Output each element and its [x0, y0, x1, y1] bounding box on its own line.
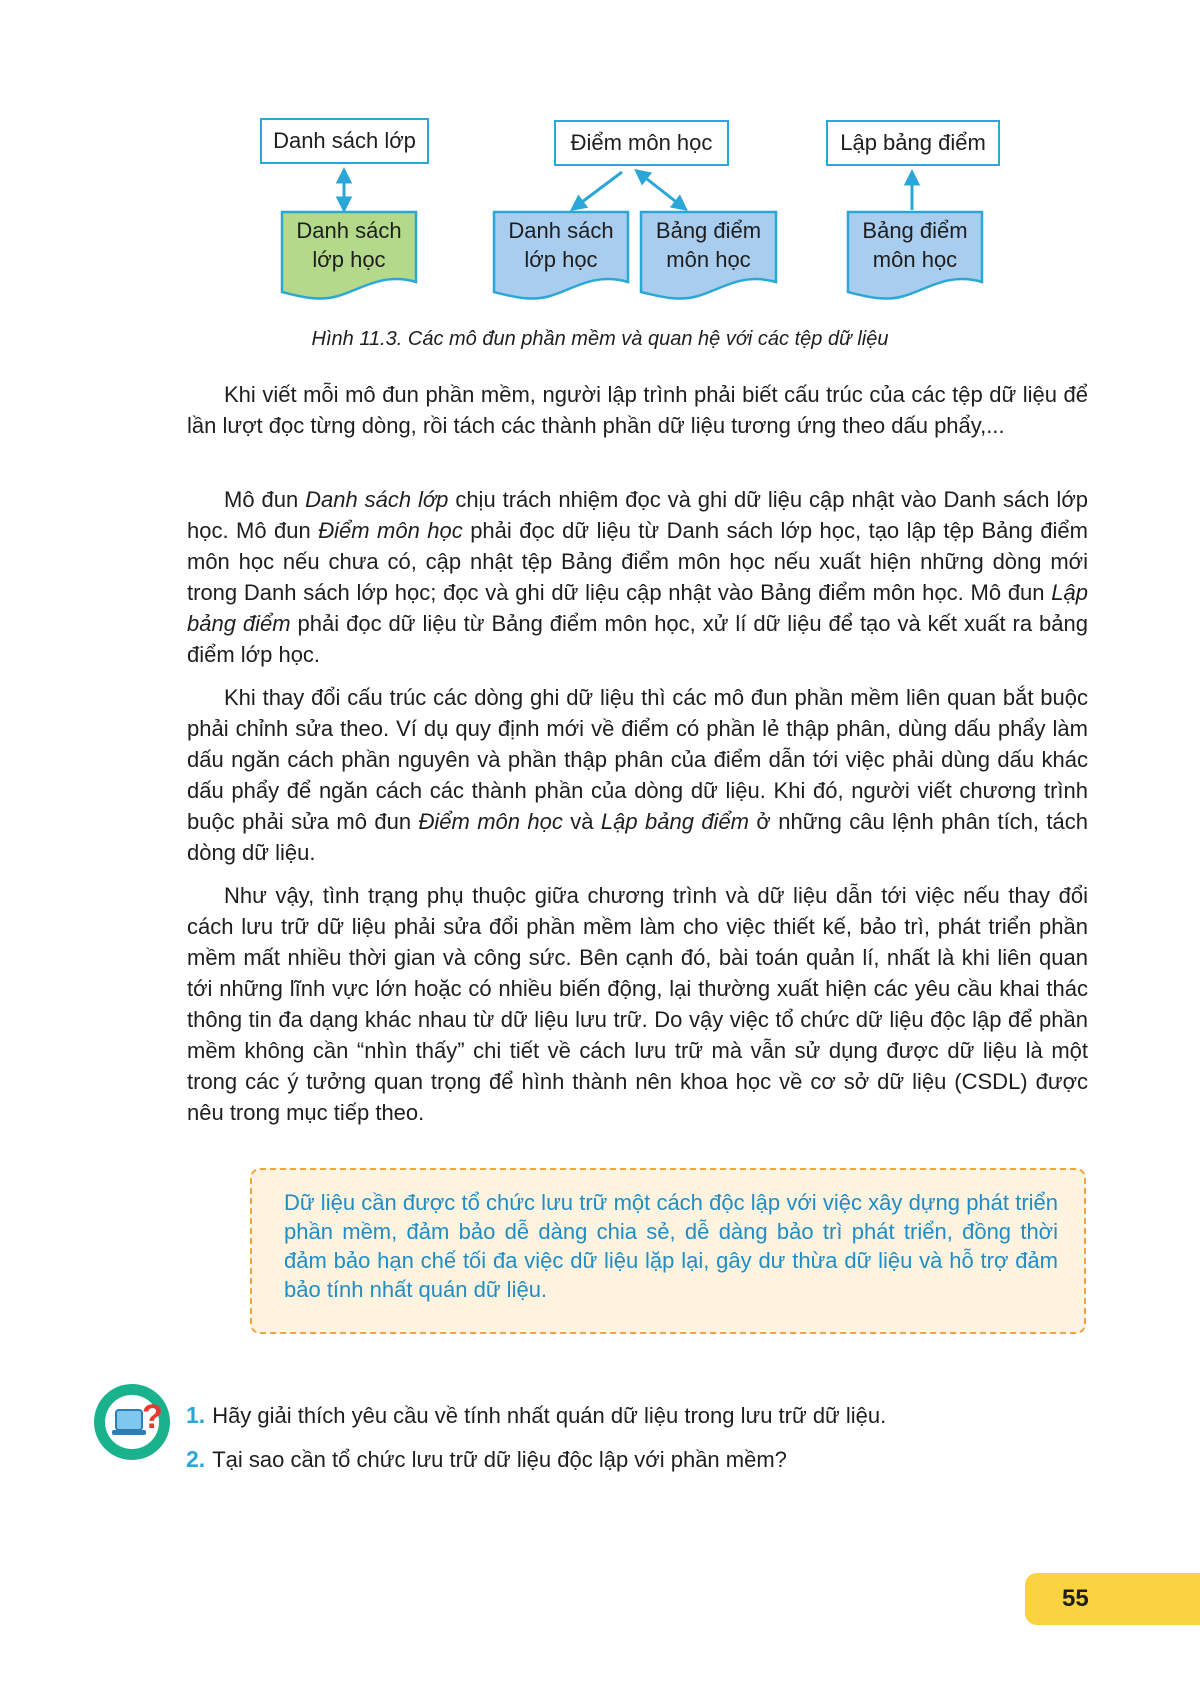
question-text: Hãy giải thích yêu cầu về tính nhất quán dữ liệu trong lưu trữ dữ liệu. [212, 1403, 887, 1428]
file-label-3 [641, 216, 776, 274]
module-diem-mon-hoc: Điểm môn học [554, 120, 729, 166]
text-run: ở những câu lệnh phân tích, tách dòng dữ liệu. [187, 809, 1088, 865]
italic-module-name: Điểm môn học [318, 518, 463, 543]
question-1 [186, 1402, 886, 1429]
file-label-line: Danh sách [508, 218, 614, 243]
question-number: 2. [186, 1446, 206, 1472]
italic-module-name: Điểm môn học [418, 809, 563, 834]
key-point-text: Dữ liệu cần được tổ chức lưu trữ một cách độc lập với việc xây dựng phát triển phần mềm, đảm bảo dễ dàng chia sẻ, dễ dàng bảo trì phát triển, đồng thời đảm bảo hạn chế tối đa việc dữ liệu lặp lại, gây dư thừa dữ liệu và hỗ trợ đảm bảo tính nhất quán dữ liệu. [284, 1190, 1058, 1302]
text-run: Mô đun [224, 487, 306, 512]
arrow-diem-to-bd [638, 172, 684, 208]
file-label-line: môn học [666, 247, 751, 272]
italic-module-name: Danh sách lớp [305, 487, 449, 512]
file-label-line: lớp học [312, 247, 386, 272]
file-label-line: môn học [872, 247, 958, 272]
file-label-4 [848, 216, 982, 274]
arrow-diem-to-ds [574, 172, 622, 208]
question-icon [92, 1382, 172, 1462]
italic-module-name: Lập bảng điểm [600, 809, 750, 834]
italic-module-name: Lập bảng điểm [187, 580, 1088, 636]
question-2 [186, 1446, 787, 1473]
file-label-line: lớp học [524, 247, 598, 272]
figure-caption: Hình 11.3. Các mô đun phần mềm và quan hệ với các tệp dữ liệu [311, 328, 889, 350]
text-run: chịu trách nhiệm đọc và ghi dữ liệu cập nhật vào Danh sách lớp học. Mô đun [187, 487, 1088, 543]
paragraph-4: Như vậy, tình trạng phụ thuộc giữa chương trình và dữ liệu dẫn tới việc nếu thay đổi cách lưu trữ dữ liệu phải sửa đổi phần mềm làm cho việc thiết kế, bảo trì, phát triển phần mềm mất nhiều thời gian và công sức. Bên cạnh đó, bài toán quản lí, nhất là khi liên quan tới những lĩnh vực lớn hoặc có nhiều biến động, lại thường xuất hiện các yêu cầu khai thác thông tin đa dạng khác nhau từ dữ liệu lưu trữ. Do vậy việc tổ chức dữ liệu độc lập để phần mềm không cần “nhìn thấy” chi tiết về cách lưu trữ mà vẫn sử dụng được dữ liệu là một trong các ý tưởng quan trọng để hình thành nên khoa học về cơ sở dữ liệu (CSDL) được nêu trong mục tiếp theo. [187, 883, 1088, 1125]
file-label-line: Bảng điểm [655, 218, 762, 243]
question-number: 1. [186, 1402, 206, 1428]
file-label-1 [282, 216, 416, 274]
file-label-line: Danh sách [296, 218, 402, 243]
text-run: phải đọc dữ liệu từ Danh sách lớp học, tạo lập tệp Bảng điểm môn học nếu chưa có, cập nhật tệp Bảng điểm môn học nếu xuất hiện những dòng mới trong Danh sách lớp học; đọc và ghi dữ liệu cập nhật vào Bảng điểm môn học. Mô đun [187, 518, 1088, 605]
paragraph-2 [187, 484, 1088, 670]
page-number: 55 [1025, 1573, 1200, 1625]
paragraph-1: Khi viết mỗi mô đun phần mềm, người lập trình phải biết cấu trúc của các tệp dữ liệu để lần lượt đọc từng dòng, rồi tách các thành phần dữ liệu tương ứng theo dấu phẩy,... [187, 382, 1088, 438]
paragraph-3 [187, 682, 1088, 868]
question-text: Tại sao cần tổ chức lưu trữ dữ liệu độc lập với phần mềm? [212, 1447, 787, 1472]
text-run: và [562, 809, 601, 834]
text-run: Khi thay đổi cấu trúc các dòng ghi dữ liệu thì các mô đun phần mềm liên quan bắt buộc phải chỉnh sửa theo. Ví dụ quy định mới về điểm có phần lẻ thập phân, dùng dấu phẩy làm dấu ngăn cách phần nguyên và phần thập phân của điểm dẫn tới việc phải dùng dấu khác dấu phẩy để ngăn cách các thành phần của dòng dữ liệu. Khi đó, người viết chương trình buộc phải sửa mô đun [187, 685, 1088, 834]
module-danh-sach-lop: Danh sách lớp [260, 118, 429, 164]
file-label-line: Bảng điểm [862, 218, 968, 243]
key-point-box [250, 1168, 1086, 1334]
text-run: phải đọc dữ liệu từ Bảng điểm môn học, xử lí dữ liệu để tạo và kết xuất ra bảng điểm lớp học. [187, 611, 1088, 667]
file-label-2 [494, 216, 628, 274]
module-lap-bang-diem: Lập bảng điểm [826, 120, 1000, 166]
svg-text:?: ? [142, 1398, 163, 1436]
